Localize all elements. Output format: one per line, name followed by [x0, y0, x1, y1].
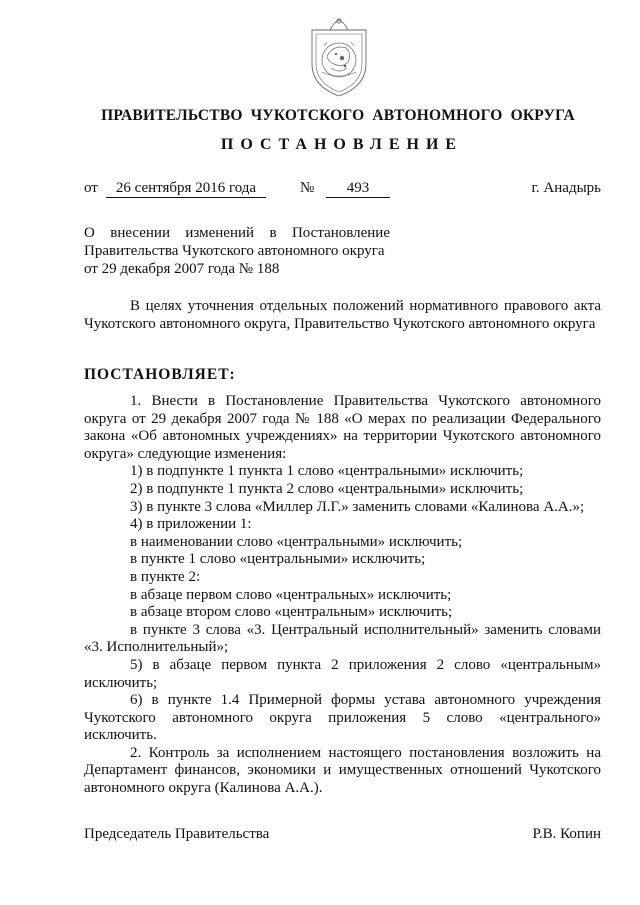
signatory-position: Председатель Правительства	[84, 826, 270, 842]
document-meta-row	[84, 180, 601, 200]
subclause: в пункте 3 слова «3. Центральный исполнительный» заменить словами «3. Исполнительный»;	[84, 621, 601, 656]
clause-1: 1. Внести в Постановление Правительства Чукотского автономного округа от 29 декабря 2007 года № 188 «О мерах по реализации Федерального закона «Об автономных учреждениях» на территории Чукотского автономного округа» следующие изменения:	[84, 393, 601, 462]
resolution-body	[84, 393, 601, 798]
subclause: 5) в абзаце первом пункта 2 приложения 2 слово «центральным» исключить;	[84, 656, 601, 691]
subclause: в пункте 2:	[130, 568, 201, 585]
number-prefix: №	[300, 180, 315, 196]
document-type-title: ПОСТАНОВЛЕНИЕ	[220, 136, 464, 153]
document-subject	[84, 224, 390, 278]
subject-line: от 29 декабря 2007 года № 188	[84, 261, 280, 277]
subclause: в пункте 1 слово «центральными» исключить;	[130, 551, 426, 568]
subclause: 4) в приложении 1:	[130, 516, 252, 533]
document-place: г. Анадырь	[531, 180, 601, 196]
document-date: 26 сентября 2016 года	[106, 180, 266, 198]
signature-block	[84, 826, 601, 843]
clause-2: 2. Контроль за исполнением настоящего постановления возложить на Департамент финансов, экономики и имущественных отношений Чукотского автономного округа (Калинова А.А.).	[84, 744, 601, 797]
resolve-label: ПОСТАНОВЛЯЕТ:	[84, 366, 236, 383]
subclause: в наименовании слово «центральными» исключить;	[130, 533, 463, 550]
subclause: 6) в пункте 1.4 Примерной формы устава автономного учреждения Чукотского автономного округа приложения 5 слово «центрального» исключить.	[84, 692, 601, 744]
subject-line: О внесении изменений в Постановление	[84, 225, 390, 241]
subclause: в абзаце втором слово «центральным» исключить;	[130, 604, 453, 621]
signatory-name: Р.В. Копин	[532, 826, 601, 842]
intro-paragraph: В целях уточнения отдельных положений нормативного правового акта Чукотского автономного округа, Правительство Чукотского автономного округа	[84, 298, 601, 332]
intro-paragraph-block	[84, 298, 601, 333]
subclause: 2) в подпункте 1 пункта 2 слово «центральными» исключить;	[130, 480, 524, 497]
document-number: 493	[326, 180, 390, 198]
government-title: ПРАВИТЕЛЬСТВО ЧУКОТСКОГО АВТОНОМНОГО ОКРУГА	[101, 107, 575, 124]
subclause: 1) в подпункте 1 пункта 1 слово «центральными» исключить;	[130, 463, 524, 480]
subject-line: Правительства Чукотского автономного округа	[84, 243, 385, 259]
coat-of-arms-icon	[300, 16, 378, 100]
date-prefix: от	[84, 180, 98, 196]
subclause: 3) в пункте 3 слова «Миллер Л.Г.» заменить словами «Калинова А.А.»;	[130, 498, 585, 515]
subclause: в абзаце первом слово «центральных» исключить;	[130, 586, 452, 603]
